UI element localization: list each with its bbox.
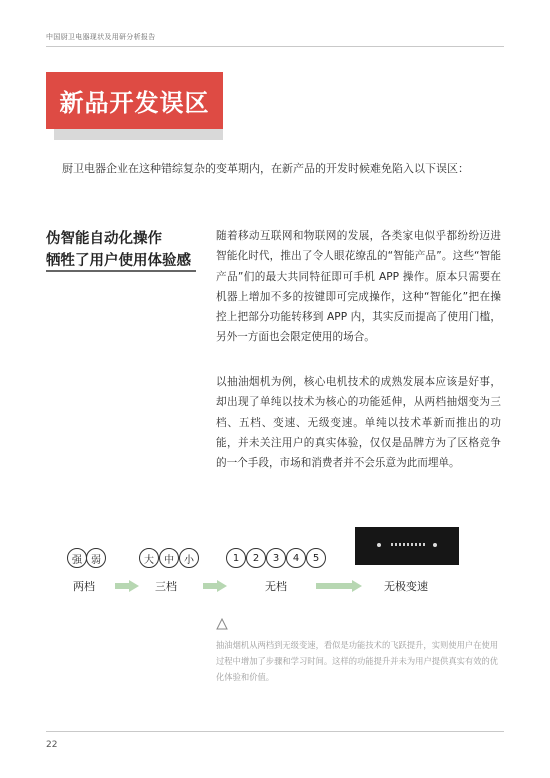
step-label-no-speed: 无档 [265,580,287,593]
step-label-three-speed: 三档 [155,580,177,593]
header-divider [46,46,504,47]
side-heading-line2: 牺牲了用户使用体验感 [46,253,191,269]
side-heading-underline [46,270,196,272]
level-symbol-2: 2 [246,548,266,568]
level-symbol-1: 1 [226,548,246,568]
step-label-two-speed: 两档 [73,580,95,593]
arrow-right-icon [115,580,139,592]
level-symbol-3: 3 [266,548,286,568]
page-number: 22 [46,740,58,750]
arrow-right-icon [203,580,227,592]
level-symbol-5: 5 [306,548,326,568]
intro-text: 厨卫电器企业在这种错综复杂的变革期内，在新产品的开发时候难免陷入以下误区： [62,162,469,175]
report-header: 中国厨卫电器现状及用研分析报告 [46,33,156,41]
footer-divider [46,731,504,732]
control-dot [433,543,437,547]
level-symbol-4: 4 [286,548,306,568]
side-heading-line1: 伪智能自动化操作 [46,231,162,247]
level-symbol-weak: 弱 [86,548,106,568]
level-symbol-low: 小 [179,548,199,568]
arrow-right-icon [316,580,362,592]
body-paragraph-1: 随着移动互联网和物联网的发展，各类家电似乎都纷纷迈进智能化时代，推出了令人眼花缭乱的“智能产品”。这些“智能产品”们的最大共同特征即可手机 APP 操作。原本只需要在机器上增加不多的按键即可完成操作，这种“智能化”把在操控上把部分功能转移到 APP 内，其实反而提高了使用门槛，另外一方面也会限定使用的场合。 [216,230,501,344]
level-symbol-strong: 强 [67,548,87,568]
triangle-icon [216,618,228,630]
section-title: 新品开发误区 [46,72,223,129]
level-symbol-high: 大 [139,548,159,568]
body-paragraph-2: 以抽油烟机为例，核心电机技术的成熟发展本应该是好事，却出现了单纯以技术为核心的功能延伸，从两档抽烟变为三档、五档、变速、无级变速。单纯以技术革新而推出的功能，并未关注用户的真实体验，仅仅是品牌方为了区格竞争的一个手段，市场和消费者并不会乐意为此而埋单。 [216,376,501,470]
step-label-stepless: 无极变速 [384,580,428,593]
side-heading [46,228,191,272]
level-symbol-medium: 中 [159,548,179,568]
diagram-caption: 抽油烟机从两档到无级变速，看似是功能技术的飞跃提升，实则使用户在使用过程中增加了步骤和学习时间。这样的功能提升并未为用户提供真实有效的优化体验和价值。 [216,640,499,682]
control-touch-strip [391,543,425,546]
control-dot [377,543,381,547]
range-hood-control-panel [355,527,459,565]
